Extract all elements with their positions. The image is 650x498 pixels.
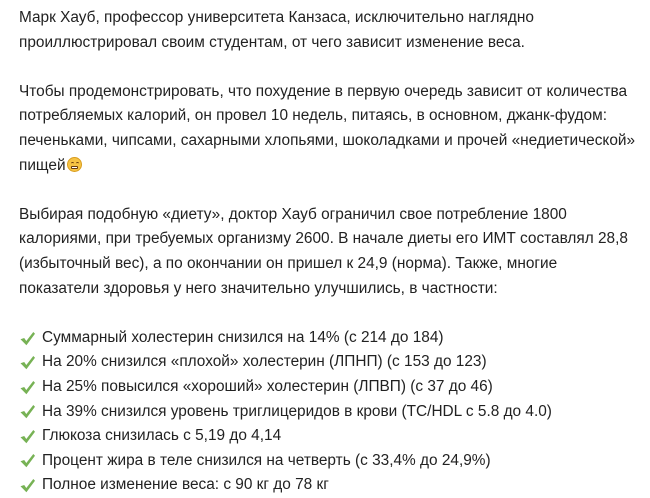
green-check-icon [19,428,36,445]
post-text [19,6,641,498]
paragraph-gap [19,178,641,203]
paragraph-experiment-text: Чтобы продемонстрировать, что похудение в первую очередь зависит от количества потребляемых калорий, он провел 10 недель, питаясь, в основном, джанк-фудом: печеньками, чипсами, сахарными хлопьями, шоколадками и прочей «недиетической» пищей [19,82,636,174]
list-item-text: Суммарный холестерин снизился на 14% (с 214 до 184) [42,328,444,346]
list-item-text: На 25% повысился «хороший» холестерин (ЛПВП) (с 37 до 46) [42,377,493,395]
list-item [19,473,641,498]
paragraph-intro: Марк Хауб, профессор университета Канзаса, исключительно наглядно проиллюстрировал своим студентам, от чего зависит изменение веса. [19,9,534,51]
green-check-icon [19,477,36,494]
green-check-icon [19,452,36,469]
green-check-icon [19,379,36,396]
grimacing-face-emoji-icon [67,157,82,172]
list-item-text: Процент жира в теле снизился на четверть (с 33,4% до 24,9%) [42,451,491,469]
list-item-text: Полное изменение веса: с 90 кг до 78 кг [42,476,329,494]
green-check-icon [19,403,36,420]
paragraph-gap [19,55,641,80]
green-check-icon [19,330,36,347]
list-item [19,424,641,449]
green-check-icon [19,354,36,371]
list-item [19,375,641,400]
list-item [19,449,641,474]
list-item-text: На 20% снизился «плохой» холестерин (ЛПНП) (с 153 до 123) [42,353,487,371]
paragraph-results: Выбирая подобную «диету», доктор Хауб ограничил свое потребление 1800 калориями, при требуемых организму 2600. В начале диеты его ИМТ составлял 28,8 (избыточный вес), а по окончании он пришел к 24,9 (норма). Также, многие показатели здоровья у него значительно улучшились, в частности: [19,205,628,297]
list-item [19,326,641,351]
list-item-text: Глюкоза снизилась с 5,19 до 4,14 [42,427,282,445]
list-item-text: На 39% снизился уровень триглицеридов в крови (TC/HDL с 5.8 до 4.0) [42,402,552,420]
list-item [19,350,641,375]
paragraph-gap [19,301,641,326]
list-item [19,400,641,425]
health-results-list [19,326,641,498]
paragraph-experiment [19,80,641,178]
